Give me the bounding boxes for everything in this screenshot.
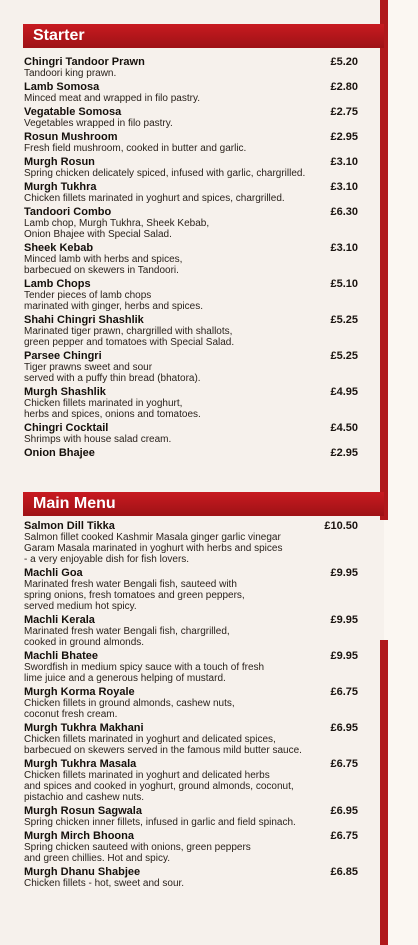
page-edge xyxy=(384,0,418,945)
menu-item-price: £9.95 xyxy=(330,567,358,579)
menu-item-description: Swordfish in medium spicy sauce with a touch of fresh lime juice and a generous helping of mustard. xyxy=(24,662,265,684)
menu-item-header xyxy=(24,758,358,770)
menu-item-name: Onion Bhajee xyxy=(24,447,95,459)
menu-item-header xyxy=(24,131,358,143)
menu-item xyxy=(24,106,358,129)
menu-item-description: Chicken fillets marinated in yoghurt and delicated herbs and spices and cooked in yoghurt, ground almonds, coconut, pistachio and cashew nuts. xyxy=(24,770,294,803)
menu-item-price: £3.10 xyxy=(330,181,358,193)
menu-item-header xyxy=(24,156,358,168)
menu-item-name: Murgh Rosun xyxy=(24,156,95,168)
menu-item-price: £10.50 xyxy=(324,520,358,532)
menu-item-price: £6.95 xyxy=(330,805,358,817)
menu-item-header xyxy=(24,614,358,626)
menu-item-price: £6.85 xyxy=(330,866,358,878)
menu-item-header xyxy=(24,830,358,842)
menu-item-description: Tiger prawns sweet and sour served with a puffy thin bread (bhatora). xyxy=(24,362,201,384)
starter-item-list xyxy=(24,56,358,461)
menu-item xyxy=(24,156,358,179)
menu-item-header xyxy=(24,181,358,193)
menu-item xyxy=(24,758,358,803)
menu-item-description: Minced lamb with herbs and spices, barbecued on skewers in Tandoori. xyxy=(24,254,183,276)
menu-item-description: Chicken fillets - hot, sweet and sour. xyxy=(24,878,185,889)
menu-item-header xyxy=(24,567,358,579)
menu-item xyxy=(24,56,358,79)
menu-item-name: Murgh Tukhra Masala xyxy=(24,758,137,770)
menu-item-description: Salmon fillet cooked Kashmir Masala ginger garlic vinegar Garam Masala marinated in yoghurt with herbs and spices - a very enjoyable dish for fish lovers. xyxy=(24,532,283,565)
menu-item-name: Tandoori Combo xyxy=(24,206,112,218)
menu-item-price: £5.20 xyxy=(330,56,358,68)
menu-item-description: Spring chicken inner fillets, infused in garlic and field spinach. xyxy=(24,817,296,828)
side-strip-bottom xyxy=(380,640,388,945)
main-menu-section-header: Main Menu xyxy=(23,492,384,516)
menu-item-price: £6.75 xyxy=(330,758,358,770)
menu-item-description: Spring chicken sauteed with onions, green peppers and green chillies. Hot and spicy. xyxy=(24,842,251,864)
menu-item-price: £6.75 xyxy=(330,686,358,698)
menu-item xyxy=(24,350,358,384)
menu-item-name: Rosun Mushroom xyxy=(24,131,118,143)
menu-item-description: Fresh field mushroom, cooked in butter and garlic. xyxy=(24,143,247,154)
menu-item-name: Murgh Mirch Bhoona xyxy=(24,830,134,842)
menu-item xyxy=(24,386,358,420)
menu-item-header xyxy=(24,350,358,362)
menu-item-price: £6.75 xyxy=(330,830,358,842)
menu-item-description: Chicken fillets marinated in yoghurt, herbs and spices, onions and tomatoes. xyxy=(24,398,201,420)
menu-item-description: Tandoori king prawn. xyxy=(24,68,117,79)
menu-item-price: £4.95 xyxy=(330,386,358,398)
menu-item-header xyxy=(24,686,358,698)
menu-item-price: £2.95 xyxy=(330,131,358,143)
menu-item-description: Tender pieces of lamb chops marinated with ginger, herbs and spices. xyxy=(24,290,203,312)
menu-item-name: Vegatable Somosa xyxy=(24,106,122,118)
menu-item-header xyxy=(24,650,358,662)
menu-item xyxy=(24,866,358,889)
menu-item-price: £6.95 xyxy=(330,722,358,734)
menu-item xyxy=(24,567,358,612)
menu-item-header xyxy=(24,386,358,398)
menu-item-name: Murgh Tukhra xyxy=(24,181,97,193)
menu-item-description: Spring chicken delicately spiced, infused with garlic, chargrilled. xyxy=(24,168,306,179)
menu-item-description: Marinated fresh water Bengali fish, chargrilled, cooked in ground almonds. xyxy=(24,626,230,648)
menu-item-header xyxy=(24,722,358,734)
menu-item xyxy=(24,614,358,648)
menu-item-header xyxy=(24,866,358,878)
menu-item-price: £2.80 xyxy=(330,81,358,93)
menu-item-price: £2.95 xyxy=(330,447,358,459)
menu-item-description: Vegetables wrapped in filo pastry. xyxy=(24,118,173,129)
menu-item-name: Chingri Cocktail xyxy=(24,422,109,434)
menu-item-header xyxy=(24,422,358,434)
menu-item-header xyxy=(24,81,358,93)
menu-item-header xyxy=(24,106,358,118)
menu-item-name: Chingri Tandoor Prawn xyxy=(24,56,145,68)
menu-item-name: Parsee Chingri xyxy=(24,350,102,362)
menu-item-price: £3.10 xyxy=(330,156,358,168)
menu-item-header xyxy=(24,447,358,459)
menu-item-name: Lamb Chops xyxy=(24,278,91,290)
menu-item-header xyxy=(24,520,358,532)
menu-item-price: £9.95 xyxy=(330,650,358,662)
menu-item-name: Murgh Shashlik xyxy=(24,386,106,398)
menu-item-name: Lamb Somosa xyxy=(24,81,100,93)
menu-item-description: Shrimps with house salad cream. xyxy=(24,434,172,445)
menu-item xyxy=(24,314,358,348)
menu-item xyxy=(24,81,358,104)
menu-item-price: £9.95 xyxy=(330,614,358,626)
menu-item-name: Machli Bhatee xyxy=(24,650,98,662)
menu-item xyxy=(24,278,358,312)
menu-item-name: Murgh Korma Royale xyxy=(24,686,135,698)
menu-item-price: £4.50 xyxy=(330,422,358,434)
menu-item-name: Salmon Dill Tikka xyxy=(24,520,115,532)
menu-item-description: Chicken fillets marinated in yoghurt and spices, chargrilled. xyxy=(24,193,285,204)
menu-item-header xyxy=(24,278,358,290)
menu-item xyxy=(24,447,358,459)
menu-item-price: £5.25 xyxy=(330,350,358,362)
menu-item xyxy=(24,131,358,154)
main-menu-item-list xyxy=(24,520,358,891)
menu-item-description: Minced meat and wrapped in filo pastry. xyxy=(24,93,201,104)
starter-section-header: Starter xyxy=(23,24,384,48)
menu-item-header xyxy=(24,805,358,817)
menu-item xyxy=(24,422,358,445)
menu-item-header xyxy=(24,56,358,68)
menu-item xyxy=(24,686,358,720)
menu-item-description: Marinated fresh water Bengali fish, sauteed with spring onions, fresh tomatoes and green peppers, served medium hot spicy. xyxy=(24,579,245,612)
menu-item-price: £5.25 xyxy=(330,314,358,326)
menu-item-name: Sheek Kebab xyxy=(24,242,94,254)
menu-item-header xyxy=(24,314,358,326)
menu-item-name: Shahi Chingri Shashlik xyxy=(24,314,144,326)
menu-item-name: Machli Goa xyxy=(24,567,83,579)
menu-item xyxy=(24,520,358,565)
menu-item-price: £2.75 xyxy=(330,106,358,118)
menu-item-description: Chicken fillets in ground almonds, cashew nuts, coconut fresh cream. xyxy=(24,698,235,720)
menu-item-description: Chicken fillets marinated in yoghurt and delicated spices, barbecued on skewers served in the famous mild butter sauce. xyxy=(24,734,302,756)
menu-item-description: Marinated tiger prawn, chargrilled with shallots, green pepper and tomatoes with Special Salad. xyxy=(24,326,235,348)
menu-item-header xyxy=(24,242,358,254)
menu-item xyxy=(24,805,358,828)
menu-item-name: Murgh Dhanu Shabjee xyxy=(24,866,141,878)
menu-item-name: Machli Kerala xyxy=(24,614,95,626)
menu-item-name: Murgh Rosun Sagwala xyxy=(24,805,142,817)
menu-item-price: £5.10 xyxy=(330,278,358,290)
menu-item xyxy=(24,650,358,684)
menu-item xyxy=(24,181,358,204)
menu-item-price: £3.10 xyxy=(330,242,358,254)
menu-item xyxy=(24,242,358,276)
menu-item xyxy=(24,206,358,240)
menu-item-description: Lamb chop, Murgh Tukhra, Sheek Kebab, Onion Bhajee with Special Salad. xyxy=(24,218,210,240)
menu-item-price: £6.30 xyxy=(330,206,358,218)
menu-item xyxy=(24,830,358,864)
side-strip-top xyxy=(380,0,388,520)
menu-item-header xyxy=(24,206,358,218)
menu-item-name: Murgh Tukhra Makhani xyxy=(24,722,144,734)
menu-item xyxy=(24,722,358,756)
